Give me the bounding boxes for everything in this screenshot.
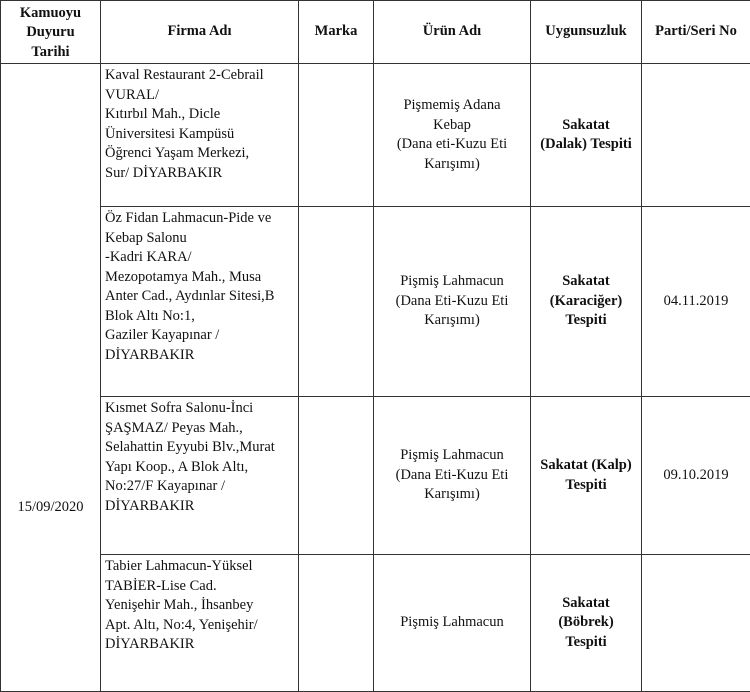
- header-firma: Firma Adı: [101, 1, 299, 64]
- announcement-date: 15/09/2020: [1, 64, 101, 692]
- cell-uygunsuzluk: Sakatat (Böbrek) Tespiti: [531, 555, 642, 692]
- cell-urun: Pişmemiş Adana Kebap (Dana eti-Kuzu Eti Karışımı): [374, 64, 531, 207]
- cell-urun: Pişmiş Lahmacun: [374, 555, 531, 692]
- cell-urun: Pişmiş Lahmacun (Dana Eti-Kuzu Eti Karışımı): [374, 207, 531, 397]
- cell-parti: [642, 555, 750, 692]
- header-marka: Marka: [299, 1, 374, 64]
- cell-firma: Kaval Restaurant 2-Cebrail VURAL/ Kıtırbıl Mah., Dicle Üniversitesi Kampüsü Öğrenci Yaşam Merkezi, Sur/ DİYARBAKIR: [101, 64, 299, 207]
- table-row: [1, 555, 750, 692]
- cell-uygunsuzluk: Sakatat (Kalp) Tespiti: [531, 397, 642, 555]
- cell-parti: 04.11.2019: [642, 207, 750, 397]
- cell-firma: Öz Fidan Lahmacun-Pide ve Kebap Salonu -Kadri KARA/ Mezopotamya Mah., Musa Anter Cad., Aydınlar Sitesi,B Blok Altı No:1, Gaziler Kayapınar / DİYARBAKIR: [101, 207, 299, 397]
- header-row: [1, 1, 750, 64]
- cell-marka: [299, 555, 374, 692]
- cell-urun: Pişmiş Lahmacun (Dana Eti-Kuzu Eti Karışımı): [374, 397, 531, 555]
- header-parti: Parti/Seri No: [642, 1, 750, 64]
- header-date: Kamuoyu Duyuru Tarihi: [1, 1, 101, 64]
- cell-marka: [299, 397, 374, 555]
- table-row: [1, 397, 750, 555]
- table-row: [1, 64, 750, 207]
- cell-marka: [299, 207, 374, 397]
- cell-parti: [642, 64, 750, 207]
- table-row: [1, 207, 750, 397]
- cell-uygunsuzluk: Sakatat (Karaciğer) Tespiti: [531, 207, 642, 397]
- cell-uygunsuzluk: Sakatat (Dalak) Tespiti: [531, 64, 642, 207]
- cell-firma: Kısmet Sofra Salonu-İnci ŞAŞMAZ/ Peyas Mah., Selahattin Eyyubi Blv.,Murat Yapı Koop., A Blok Altı, No:27/F Kayapınar / DİYARBAKIR: [101, 397, 299, 555]
- header-urun: Ürün Adı: [374, 1, 531, 64]
- cell-parti: 09.10.2019: [642, 397, 750, 555]
- cell-firma: Tabier Lahmacun-Yüksel TABİER-Lise Cad. Yenişehir Mah., İhsanbey Apt. Altı, No:4, Yenişehir/ DİYARBAKIR: [101, 555, 299, 692]
- cell-marka: [299, 64, 374, 207]
- header-uygunsuzluk: Uygunsuzluk: [531, 1, 642, 64]
